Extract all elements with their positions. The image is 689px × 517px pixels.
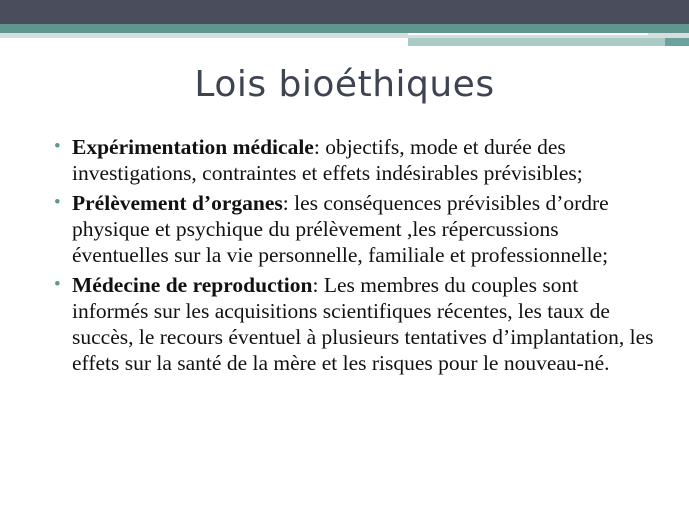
header-band-dark xyxy=(0,0,689,24)
item-term: Prélèvement d’organes xyxy=(72,191,283,215)
list-item xyxy=(48,134,658,186)
slide-title: Lois bioéthiques xyxy=(194,64,495,105)
item-term: Expérimentation médicale xyxy=(72,135,314,159)
list-item xyxy=(48,272,658,376)
bullet-dot-icon: • xyxy=(54,136,61,157)
header-band-corner xyxy=(665,38,689,46)
bullet-list xyxy=(48,134,658,380)
item-text: : les conséquences prévisibles d’ordre physique et psychique du prélèvement ,les répercussions éventuelles sur la vie personnelle, familiale et professionnelle; xyxy=(72,191,609,267)
item-term: Médecine de reproduction xyxy=(72,273,313,297)
item-text: : Les membres du couples sont informés sur les acquisitions scientifiques récentes, les taux de succès, le recours éventuel à plusieurs tentatives d’implantation, les effets sur la santé de la mère et les risques pour le nouveau-né. xyxy=(72,273,654,375)
header-band-teal xyxy=(0,24,689,33)
item-text: : objectifs, mode et durée des investigations, contraintes et effets indésirables prévisibles; xyxy=(72,135,583,185)
header-band-accent xyxy=(408,38,689,46)
bullet-dot-icon: • xyxy=(54,274,61,295)
header-highlight-line xyxy=(408,33,648,35)
bullet-dot-icon: • xyxy=(54,192,61,213)
list-item xyxy=(48,190,658,268)
